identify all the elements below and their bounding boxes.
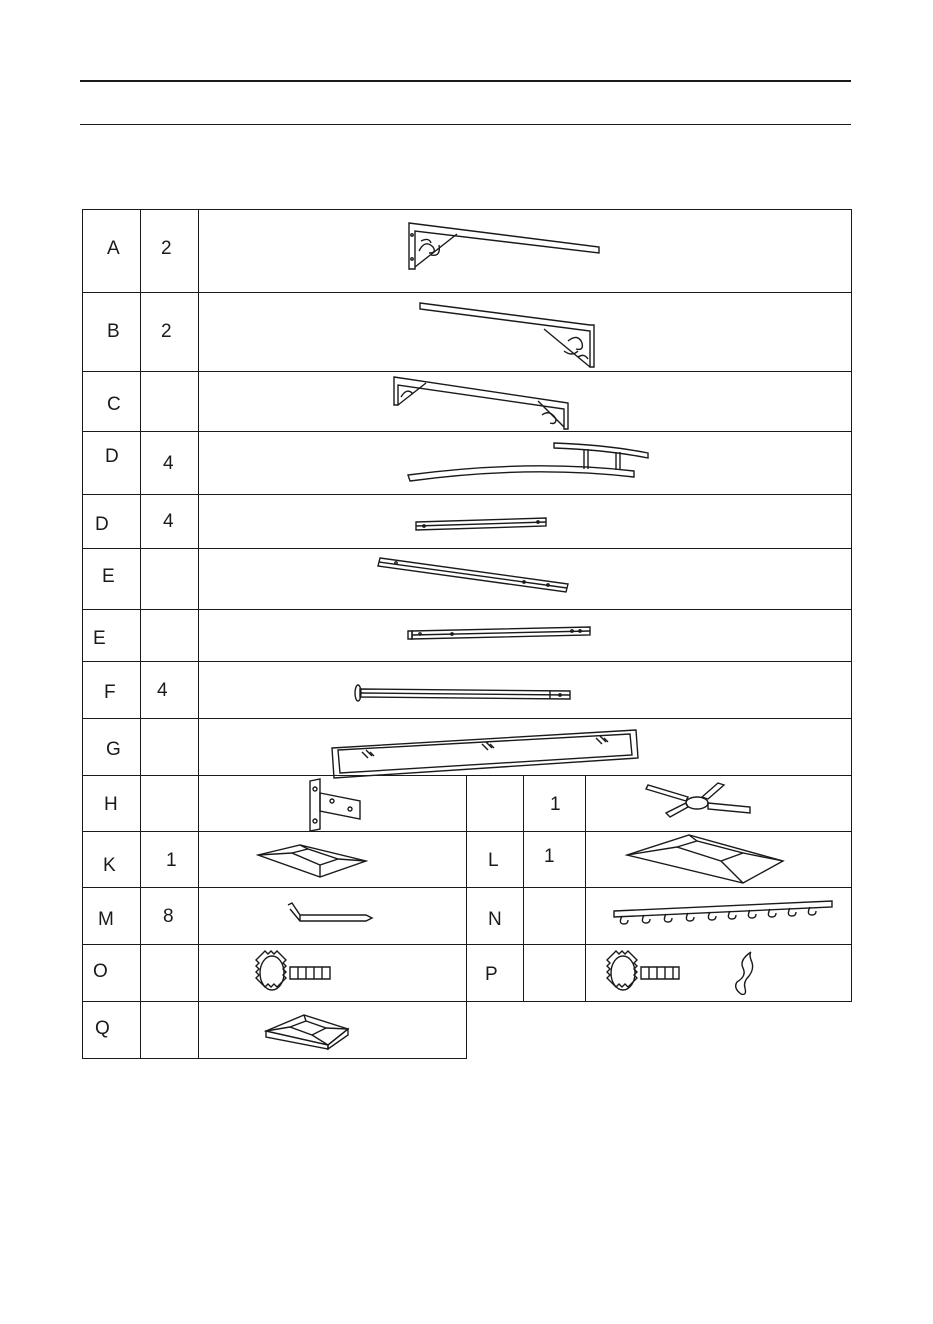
letter-cell — [466, 775, 524, 832]
qty-cell — [140, 548, 199, 610]
part-quantity: 4 — [163, 511, 174, 532]
part-letter: F — [104, 682, 116, 703]
part-letter: E — [102, 566, 115, 587]
part-letter: O — [93, 961, 108, 982]
double-bracket-beam-icon — [392, 375, 572, 431]
part-letter: M — [98, 909, 114, 930]
large-cap-icon — [625, 833, 785, 885]
part-row-m — [82, 887, 852, 945]
part-row-e1 — [82, 548, 852, 610]
straight-tube-icon — [408, 625, 592, 645]
part-row-h — [82, 775, 852, 832]
flanged-tube-icon — [354, 683, 574, 705]
part-quantity: 1 — [166, 850, 177, 871]
part-row-q — [82, 1001, 467, 1059]
part-row-d2 — [82, 494, 852, 549]
part-letter: P — [485, 964, 498, 985]
header-rule-top — [80, 80, 851, 82]
qty-cell — [140, 661, 199, 719]
part-letter: N — [488, 909, 502, 930]
qty-cell — [140, 1001, 199, 1059]
part-letter: A — [107, 238, 120, 259]
part-letter: D — [95, 514, 109, 535]
part-letter: E — [93, 628, 106, 649]
long-tube-icon — [378, 556, 572, 594]
part-row-k — [82, 831, 852, 888]
small-cap-icon — [256, 843, 368, 879]
angle-plate-icon — [306, 777, 366, 831]
qty-cell — [140, 944, 199, 1002]
part-row-e2 — [82, 609, 852, 662]
part-letter: H — [104, 794, 118, 815]
part-letter: L — [488, 850, 499, 871]
base-block-icon — [264, 1011, 352, 1049]
qty-cell — [140, 775, 199, 832]
glass-panel-icon — [330, 728, 642, 780]
letter-cell — [82, 944, 141, 1002]
part-letter: K — [103, 855, 116, 876]
part-letter: B — [107, 321, 120, 342]
hex-key-icon — [286, 901, 376, 927]
part-row-o — [82, 944, 852, 1002]
part-letter: G — [106, 739, 121, 760]
letter-cell — [82, 609, 141, 662]
thumb-screw-with-ring-icon — [605, 948, 765, 998]
part-row-b — [82, 292, 852, 372]
part-row-f — [82, 661, 852, 719]
part-quantity: 1 — [550, 794, 561, 815]
part-quantity: 2 — [161, 321, 172, 342]
letter-cell — [82, 494, 141, 549]
wall-bracket-right-icon — [418, 301, 596, 369]
curved-rail-icon — [408, 439, 650, 481]
hub-connector-icon — [644, 781, 754, 821]
qty-cell — [523, 944, 586, 1002]
part-letter: C — [107, 394, 121, 415]
part-letter: D — [105, 446, 119, 467]
hook-strip-icon — [612, 899, 836, 933]
part-quantity: 4 — [163, 453, 174, 474]
qty-cell — [523, 887, 586, 945]
letter-cell — [82, 1001, 141, 1059]
part-quantity: 2 — [161, 238, 172, 259]
qty-cell — [140, 718, 199, 776]
qty-cell — [140, 609, 199, 662]
part-letter: Q — [95, 1018, 110, 1039]
part-row-a — [82, 209, 852, 293]
thumb-screw-icon — [254, 948, 334, 998]
wall-bracket-left-icon — [407, 221, 602, 273]
part-quantity: 4 — [157, 680, 168, 701]
part-row-g — [82, 718, 852, 776]
part-row-c — [82, 371, 852, 432]
part-quantity: 1 — [544, 846, 555, 867]
qty-cell — [140, 371, 199, 432]
part-row-d1 — [82, 431, 852, 495]
short-tube-icon — [414, 514, 548, 534]
header-rule-bottom — [80, 124, 851, 125]
part-quantity: 8 — [163, 906, 174, 927]
